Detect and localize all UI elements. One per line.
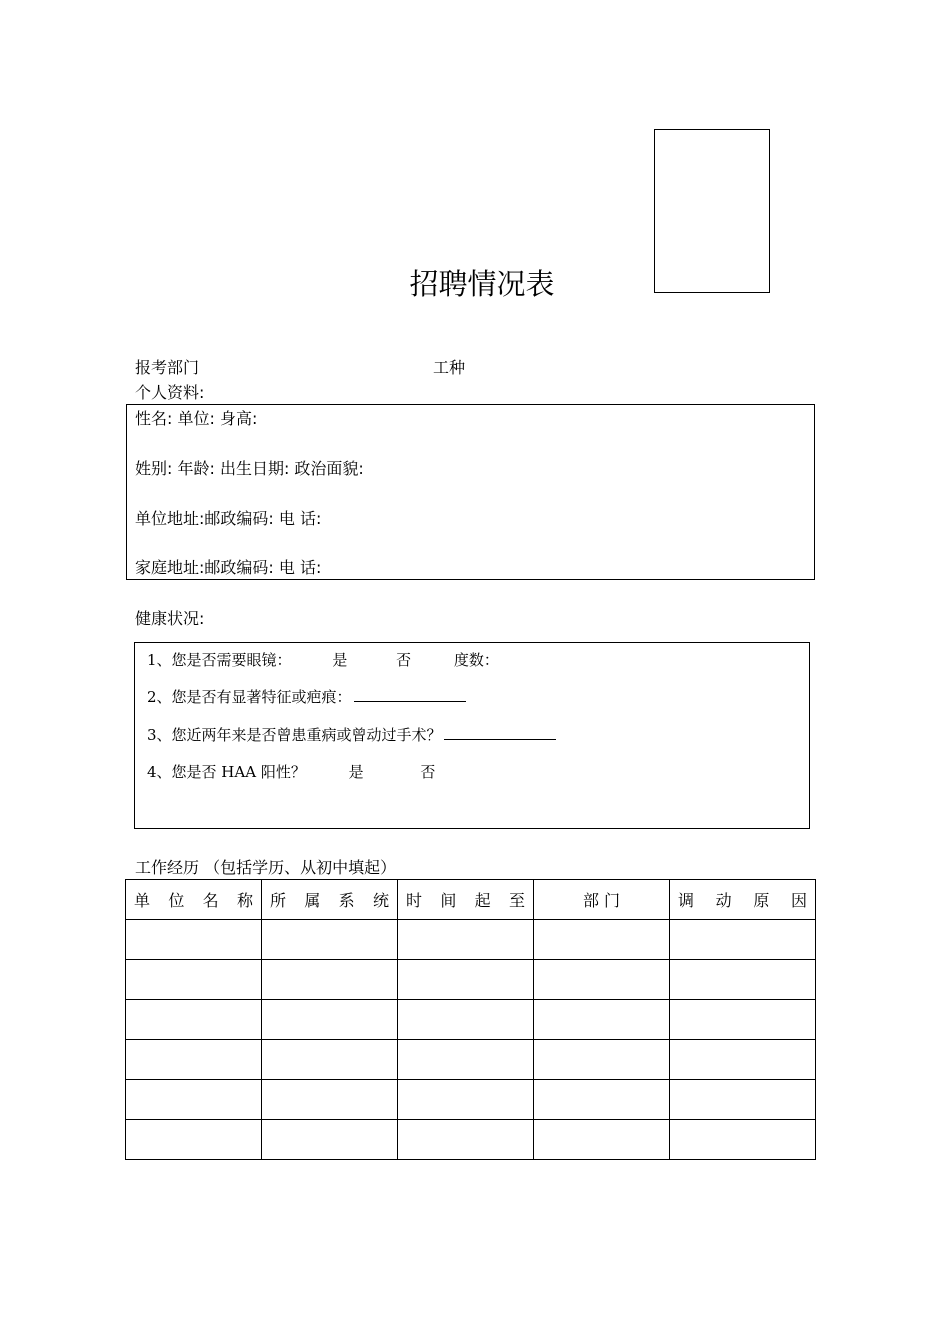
personal-row-1: 性名: 单位: 身高: (135, 409, 258, 428)
table-cell[interactable] (670, 1080, 816, 1120)
dept-label: 报考部门 (135, 358, 200, 377)
col-department-label: 部 门 (582, 891, 621, 910)
health-q1-degree: 度数： (453, 651, 499, 669)
health-q4-yes: 是 (348, 763, 364, 781)
health-q2-blank (354, 687, 466, 702)
col-reason-char: 调 (678, 891, 695, 910)
table-cell[interactable] (126, 1000, 262, 1040)
col-system-char: 统 (372, 891, 389, 910)
health-q4-text: 4、您是否 HAA 阳性？ (147, 763, 306, 781)
table-row (126, 960, 816, 1000)
table-row (126, 1120, 816, 1160)
col-period-char: 至 (508, 891, 525, 910)
col-system (262, 880, 398, 920)
table-cell[interactable] (398, 1000, 534, 1040)
col-reason-char: 原 (753, 891, 770, 910)
work-label: 工作经历 （包括学历、从初中填起） (135, 858, 397, 877)
table-cell[interactable] (534, 1040, 670, 1080)
col-unit-name-char: 单 (134, 891, 151, 910)
table-cell[interactable] (262, 1000, 398, 1040)
table-cell[interactable] (262, 920, 398, 960)
health-q1-yes: 是 (332, 651, 348, 669)
table-cell[interactable] (126, 920, 262, 960)
health-box (134, 642, 810, 829)
table-cell[interactable] (398, 1080, 534, 1120)
table-row (126, 1000, 816, 1040)
personal-row-3: 单位地址:邮政编码: 电 话: (135, 509, 322, 528)
table-cell[interactable] (398, 960, 534, 1000)
table-cell[interactable] (670, 1120, 816, 1160)
personal-row-2: 姓别: 年龄: 出生日期: 政治面貌: (135, 459, 364, 478)
table-cell[interactable] (534, 1000, 670, 1040)
table-cell[interactable] (670, 1000, 816, 1040)
health-q2-text: 2、您是否有显著特征或疤痕： (147, 688, 352, 706)
col-unit-name-char: 位 (168, 891, 185, 910)
health-q3-text: 3、您近两年来是否曾患重病或曾动过手术？ (147, 726, 442, 744)
col-period-char: 间 (440, 891, 457, 910)
col-system-char: 系 (338, 891, 355, 910)
table-row (126, 920, 816, 960)
personal-box (126, 404, 815, 580)
work-history-table (125, 879, 816, 1160)
col-period-char: 起 (474, 891, 491, 910)
table-cell[interactable] (534, 920, 670, 960)
table-cell[interactable] (262, 960, 398, 1000)
work-body (126, 920, 816, 1160)
col-unit-name-char: 名 (202, 891, 219, 910)
table-cell[interactable] (670, 960, 816, 1000)
col-reason-char: 因 (790, 891, 807, 910)
health-label: 健康状况: (135, 609, 205, 628)
table-cell[interactable] (126, 1120, 262, 1160)
health-q1 (147, 649, 499, 670)
col-unit-name (126, 880, 262, 920)
table-cell[interactable] (126, 1040, 262, 1080)
table-cell[interactable] (398, 1120, 534, 1160)
col-system-char: 属 (304, 891, 321, 910)
table-cell[interactable] (126, 1080, 262, 1120)
col-system-char: 所 (270, 891, 287, 910)
table-cell[interactable] (534, 1120, 670, 1160)
table-cell[interactable] (398, 1040, 534, 1080)
page-title: 招聘情况表 (409, 267, 555, 301)
job-label: 工种 (433, 358, 466, 377)
table-row (126, 1080, 816, 1120)
health-q3 (147, 724, 556, 745)
work-header-row (126, 880, 816, 920)
table-cell[interactable] (398, 920, 534, 960)
col-period (398, 880, 534, 920)
personal-row-4: 家庭地址:邮政编码: 电 话: (135, 558, 322, 577)
personal-label: 个人资料: (135, 383, 205, 402)
col-department (534, 880, 670, 920)
health-q2 (147, 686, 466, 707)
health-q4-no: 否 (420, 763, 436, 781)
health-q1-text: 1、您是否需要眼镜： (147, 651, 292, 669)
table-cell[interactable] (262, 1040, 398, 1080)
col-unit-name-char: 称 (236, 891, 253, 910)
table-cell[interactable] (262, 1080, 398, 1120)
table-cell[interactable] (534, 1080, 670, 1120)
table-cell[interactable] (126, 960, 262, 1000)
table-cell[interactable] (534, 960, 670, 1000)
table-cell[interactable] (670, 1040, 816, 1080)
health-q4 (147, 761, 435, 782)
health-q3-blank (444, 725, 556, 740)
table-cell[interactable] (262, 1120, 398, 1160)
table-cell[interactable] (670, 920, 816, 960)
table-row (126, 1040, 816, 1080)
col-reason (670, 880, 816, 920)
col-period-char: 时 (406, 891, 423, 910)
col-reason-char: 动 (715, 891, 732, 910)
health-q1-no: 否 (396, 651, 412, 669)
